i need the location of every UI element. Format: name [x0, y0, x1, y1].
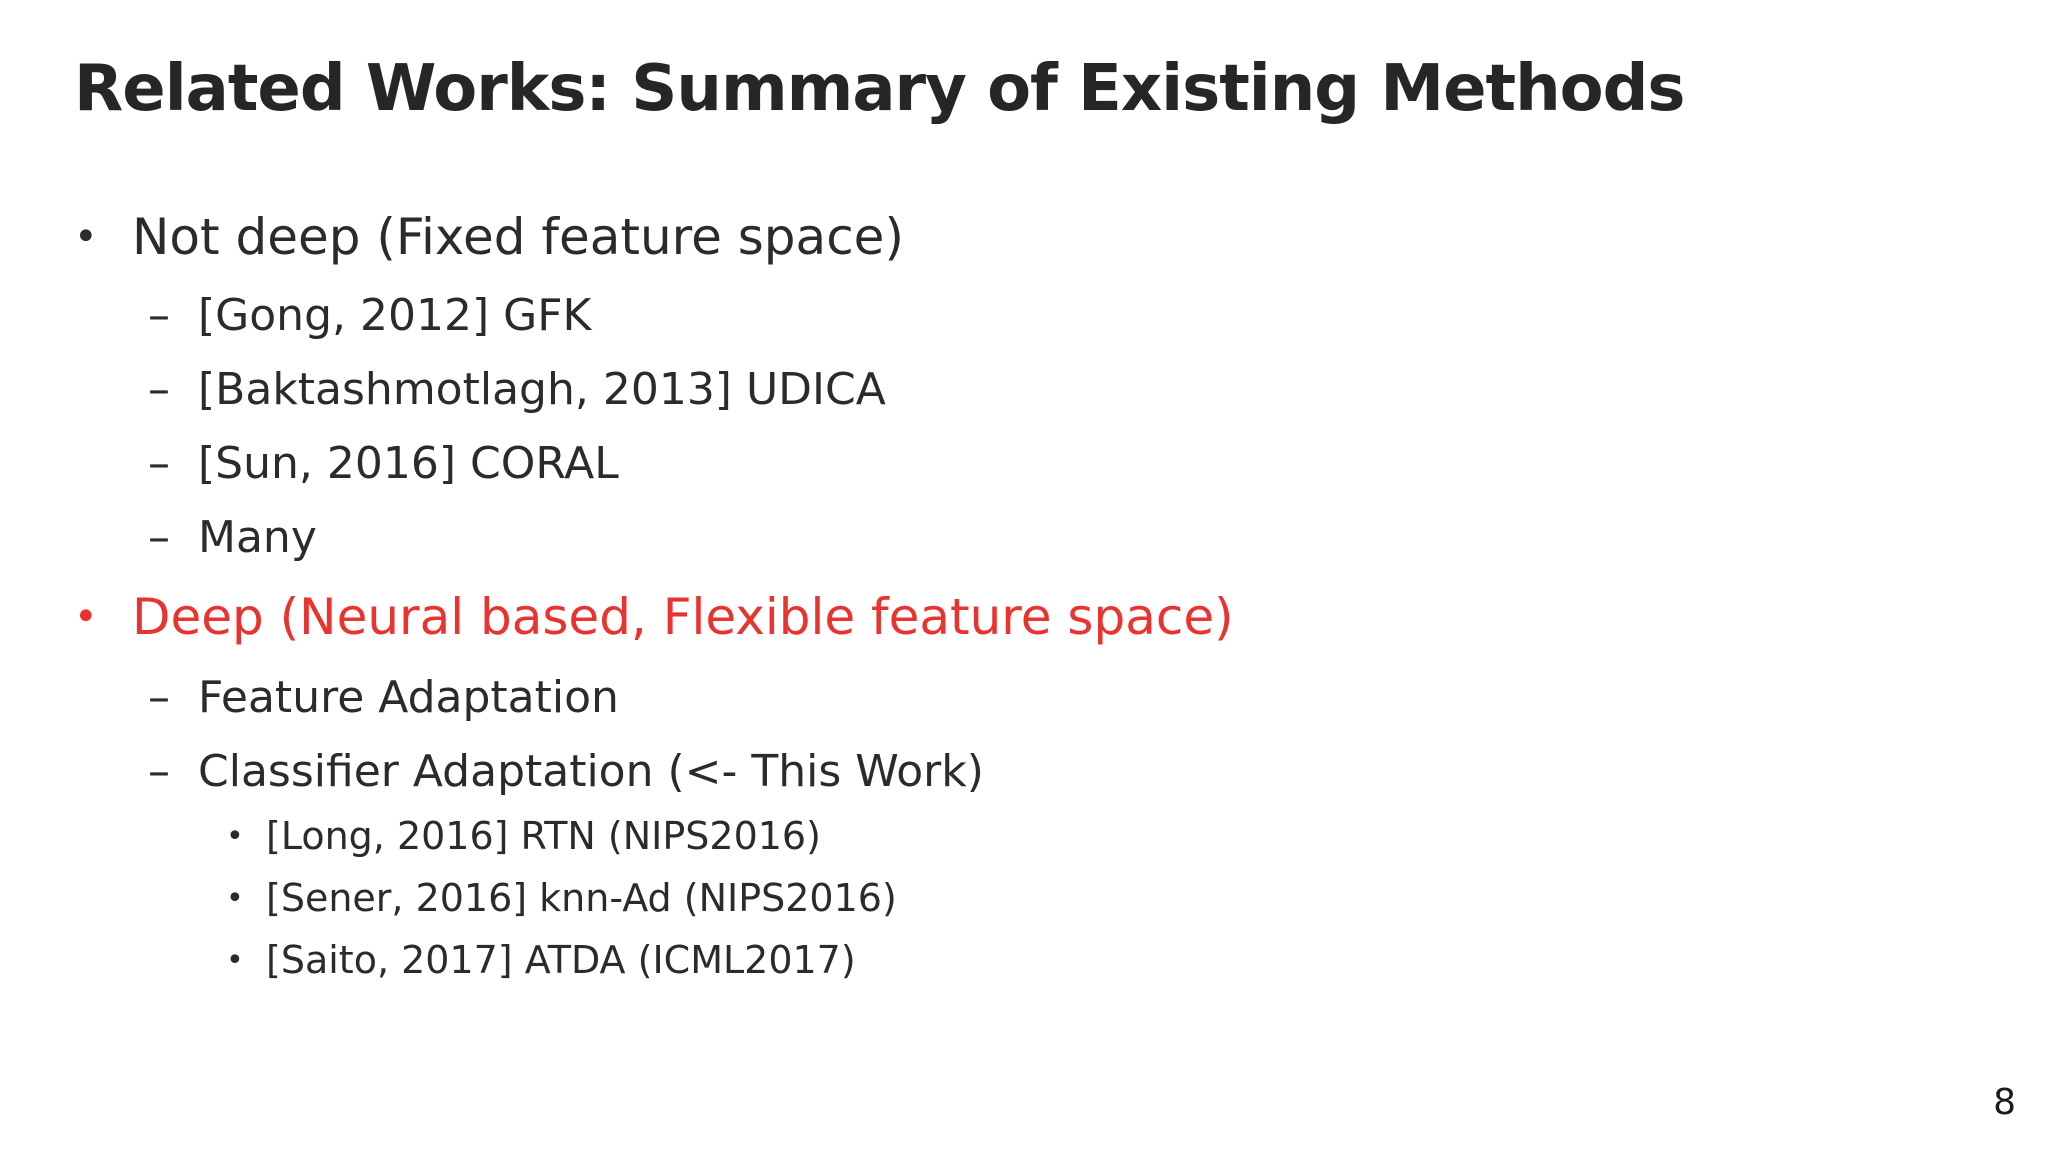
dash-marker: – [148, 512, 170, 563]
bullet-marker: • [74, 593, 98, 640]
dash-marker: – [148, 438, 170, 489]
subsub-item-atda [226, 938, 856, 982]
subsub-item-knn-ad [226, 876, 897, 920]
subsub-item-text: [Sener, 2016] knn-Ad (NIPS2016) [266, 876, 897, 920]
sub-item-text: Classifier Adaptation (<- This Work) [198, 746, 984, 797]
subsub-item-rtn [226, 814, 821, 858]
sub-item-feature-adaptation [148, 672, 619, 723]
sub-item-text: Many [198, 512, 317, 563]
dash-marker: – [148, 672, 170, 723]
page-number: 8 [1993, 1082, 2016, 1123]
slide-title: Related Works: Summary of Existing Methods [74, 52, 1685, 126]
sub-item-classifier-adaptation [148, 746, 984, 797]
bullet-text: Deep (Neural based, Flexible feature space) [132, 588, 1234, 646]
bullet-marker: • [226, 881, 244, 916]
subsub-item-text: [Long, 2016] RTN (NIPS2016) [266, 814, 821, 858]
dash-marker: – [148, 290, 170, 341]
sub-item-gfk [148, 290, 591, 341]
sub-item-udica [148, 364, 886, 415]
sub-item-text: [Sun, 2016] CORAL [198, 438, 619, 489]
dash-marker: – [148, 746, 170, 797]
sub-item-text: [Gong, 2012] GFK [198, 290, 592, 341]
sub-item-text: Feature Adaptation [198, 672, 619, 723]
bullet-deep [74, 588, 1234, 646]
bullet-marker: • [226, 943, 244, 978]
dash-marker: – [148, 364, 170, 415]
bullet-marker: • [74, 213, 98, 260]
bullet-text: Not deep (Fixed feature space) [132, 208, 904, 266]
subsub-item-text: [Saito, 2017] ATDA (ICML2017) [266, 938, 856, 982]
sub-item-text: [Baktashmotlagh, 2013] UDICA [198, 364, 886, 415]
sub-item-coral [148, 438, 619, 489]
bullet-not-deep [74, 208, 904, 266]
bullet-marker: • [226, 819, 244, 854]
sub-item-many [148, 512, 317, 563]
